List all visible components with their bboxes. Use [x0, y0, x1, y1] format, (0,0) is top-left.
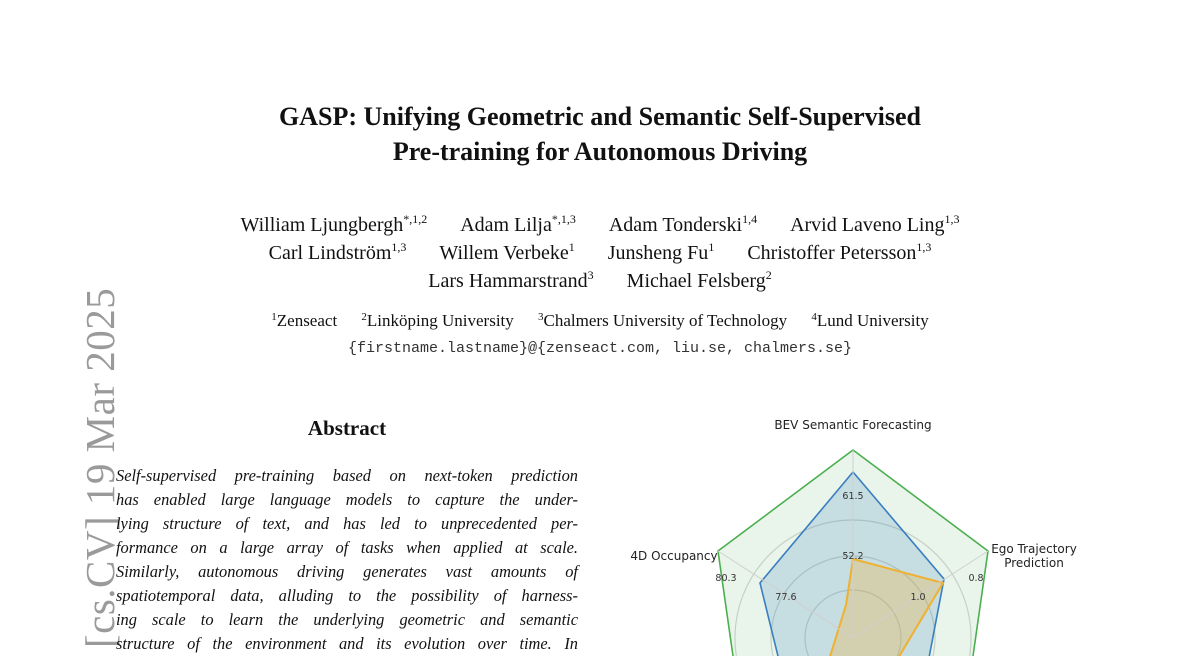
author: Lars Hammarstrand$^3$ — [428, 268, 594, 292]
axis-label-bev: BEV Semantic Forecasting — [774, 418, 932, 432]
radar-chart — [600, 405, 1120, 648]
paper-title — [0, 99, 1200, 169]
tick-label: 1.0 — [910, 592, 926, 603]
abstract-line: formance on a large array of tasks when applied at scale. — [116, 538, 578, 557]
affiliation: $^1$Zenseact — [271, 311, 338, 330]
author: Adam Lilja$^{*,1,3}$ — [460, 212, 576, 236]
affiliation: $^2$Linköping University — [361, 311, 514, 330]
tick-label: 77.6 — [775, 592, 797, 603]
author: Adam Tonderski$^{1,4}$ — [608, 212, 758, 236]
abstract-line: structure of the environment and its evolution over time. In — [116, 634, 578, 653]
author-list — [0, 211, 1200, 295]
author: William Ljungbergh$^{*,1,2}$ — [240, 212, 428, 236]
affiliations — [0, 310, 1200, 332]
tick-label: 52.2 — [842, 551, 864, 562]
abstract-line: spatiotemporal data, alluding to the possibility of harness- — [116, 586, 578, 605]
author: Junsheng Fu$^1$ — [607, 240, 715, 264]
title-line-1: GASP: Unifying Geometric and Semantic Self-Supervised — [278, 102, 922, 131]
abstract-line: has enabled large language models to capture the under- — [116, 490, 578, 509]
author: Willem Verbeke$^1$ — [439, 240, 575, 264]
abstract-line: ing scale to learn the underlying geometric and semantic — [116, 610, 578, 629]
abstract-line: Similarly, autonomous driving generates vast amounts of — [116, 562, 578, 581]
affiliation: $^3$Chalmers University of Technology — [538, 311, 788, 330]
author: Carl Lindström$^{1,3}$ — [268, 240, 407, 264]
author-line — [0, 239, 1200, 267]
author: Michael Felsberg$^2$ — [626, 268, 772, 292]
author-emails: {firstname.lastname}@{zenseact.com, liu.se, chalmers.se} — [347, 340, 853, 357]
author-line — [0, 267, 1200, 295]
abstract-line: Self-supervised pre-training based on next-token prediction — [116, 466, 578, 485]
title-line-2: Pre-training for Autonomous Driving — [392, 137, 808, 166]
arxiv-stamp-text: [cs.CV] 19 Mar 2025 — [77, 287, 123, 648]
affiliation: $^4$Lund University — [811, 311, 929, 330]
tick-label: 61.5 — [842, 491, 864, 502]
axis-label-ego-line2: Prediction — [1004, 556, 1064, 570]
axis-label-ego-line1: Ego Trajectory — [991, 542, 1077, 556]
tick-label: 0.8 — [968, 573, 984, 584]
abstract-line: lying structure of text, and has led to unprecedented per- — [116, 514, 578, 533]
tick-label: 80.3 — [715, 573, 737, 584]
author-line — [0, 211, 1200, 239]
author: Christoffer Petersson$^{1,3}$ — [747, 240, 932, 264]
abstract-body — [116, 464, 578, 656]
abstract-heading: Abstract — [307, 416, 387, 440]
author: Arvid Laveno Ling$^{1,3}$ — [790, 212, 960, 236]
axis-label-occ: 4D Occupancy — [630, 549, 718, 563]
